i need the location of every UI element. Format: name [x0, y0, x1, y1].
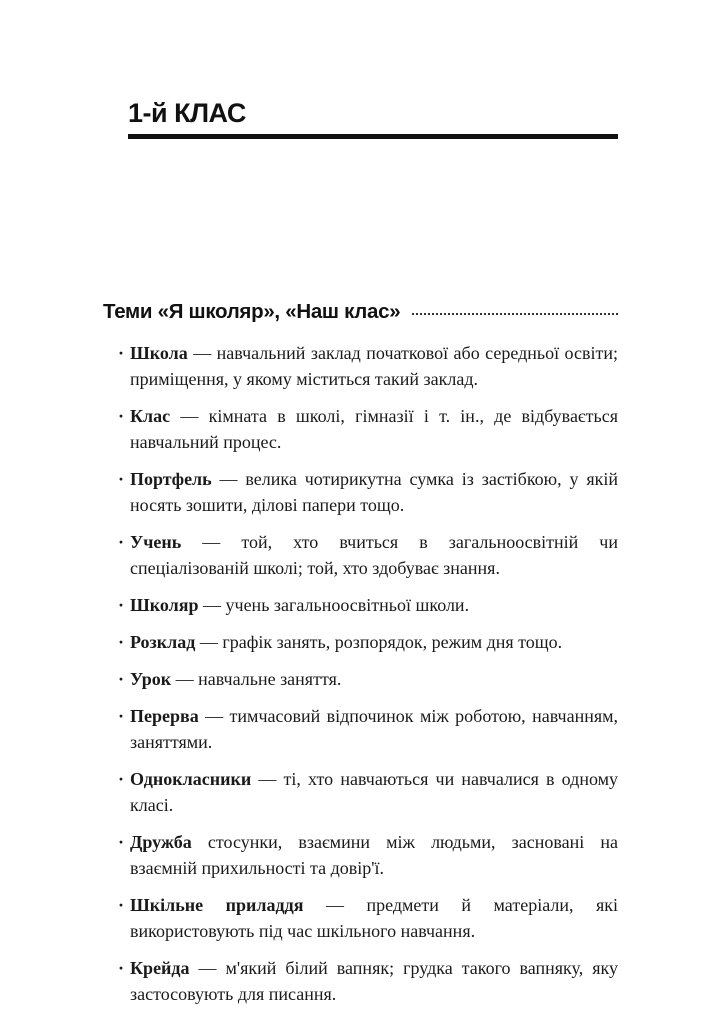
- glossary-entry: [118, 666, 618, 692]
- entry-definition: стосунки, взаємини між людьми, засновані на взаємній прихильності та довір'ї.: [130, 832, 618, 878]
- bullet-icon: ·: [118, 669, 125, 689]
- entry-term: Дружба: [130, 832, 192, 852]
- entry-term: Школа: [130, 343, 188, 363]
- entry-term: Портфель: [130, 469, 212, 489]
- glossary-entry: [118, 892, 618, 944]
- glossary-entry: [118, 403, 618, 455]
- entry-definition: — навчальний заклад початкової або середньої освіти; приміщення, у якому міститься такий заклад.: [130, 343, 618, 389]
- glossary-entry: [118, 466, 618, 518]
- entry-term: Школяр: [130, 595, 199, 615]
- section-header: [103, 300, 618, 324]
- bullet-icon: ·: [118, 958, 125, 978]
- glossary-entry: [118, 629, 618, 655]
- glossary-entry: [118, 529, 618, 581]
- bullet-icon: ·: [118, 469, 125, 489]
- entry-definition: — предмети й матеріали, які використовують під час шкільного навчання.: [130, 895, 618, 941]
- glossary-entry: [118, 340, 618, 392]
- entry-definition: — м'який білий вапняк; грудка такого вапняку, яку застосовують для писання.: [130, 958, 618, 1004]
- bullet-icon: ·: [118, 406, 125, 426]
- bullet-icon: ·: [118, 632, 125, 652]
- entry-definition: — графік занять, розпорядок, режим дня тощо.: [195, 632, 563, 652]
- glossary-entry: [118, 592, 618, 618]
- entry-definition: — велика чотирикутна сумка із застібкою, у якій носять зошити, ділові папери тощо.: [130, 469, 618, 515]
- bullet-icon: ·: [118, 769, 125, 789]
- chapter-title: 1-й КЛАС: [128, 98, 246, 128]
- bullet-icon: ·: [118, 706, 125, 726]
- entry-definition: — ті, хто навчаються чи навчалися в одному класі.: [130, 769, 618, 815]
- entry-term: Крейда: [130, 958, 190, 978]
- entry-definition: — тимчасовий відпочинок між роботою, навчанням, заняттями.: [130, 706, 618, 752]
- entry-definition: — кімната в школі, гімназії і т. ін., де відбувається навчальний процес.: [130, 406, 618, 452]
- title-rule: [128, 134, 618, 139]
- glossary-entry: [118, 703, 618, 755]
- dotted-leader: [412, 313, 618, 315]
- entry-definition: — той, хто вчиться в загальноосвітній чи спеціалізованій школі; той, хто здобуває знання.: [130, 532, 618, 578]
- entry-definition: — учень загальноосвітньої школи.: [198, 595, 470, 615]
- entry-term: Урок: [130, 669, 172, 689]
- bullet-icon: ·: [118, 895, 125, 915]
- glossary-entry: [118, 955, 618, 1007]
- entry-term: Розклад: [130, 632, 196, 652]
- entry-definition: — навчальне заняття.: [171, 669, 342, 689]
- entry-term: Однокласники: [130, 769, 252, 789]
- section-title: Теми «Я школяр», «Наш клас»: [103, 300, 401, 323]
- bullet-icon: ·: [118, 595, 125, 615]
- bullet-icon: ·: [118, 832, 125, 852]
- entry-term: Перерва: [130, 706, 199, 726]
- entry-term: Учень: [130, 532, 182, 552]
- glossary-entry: [118, 766, 618, 818]
- glossary-entry: [118, 829, 618, 881]
- entry-term: Шкільне приладдя: [130, 895, 304, 915]
- bullet-icon: ·: [118, 532, 125, 552]
- bullet-icon: ·: [118, 343, 125, 363]
- entry-term: Клас: [130, 406, 171, 426]
- glossary-list: [118, 340, 618, 1018]
